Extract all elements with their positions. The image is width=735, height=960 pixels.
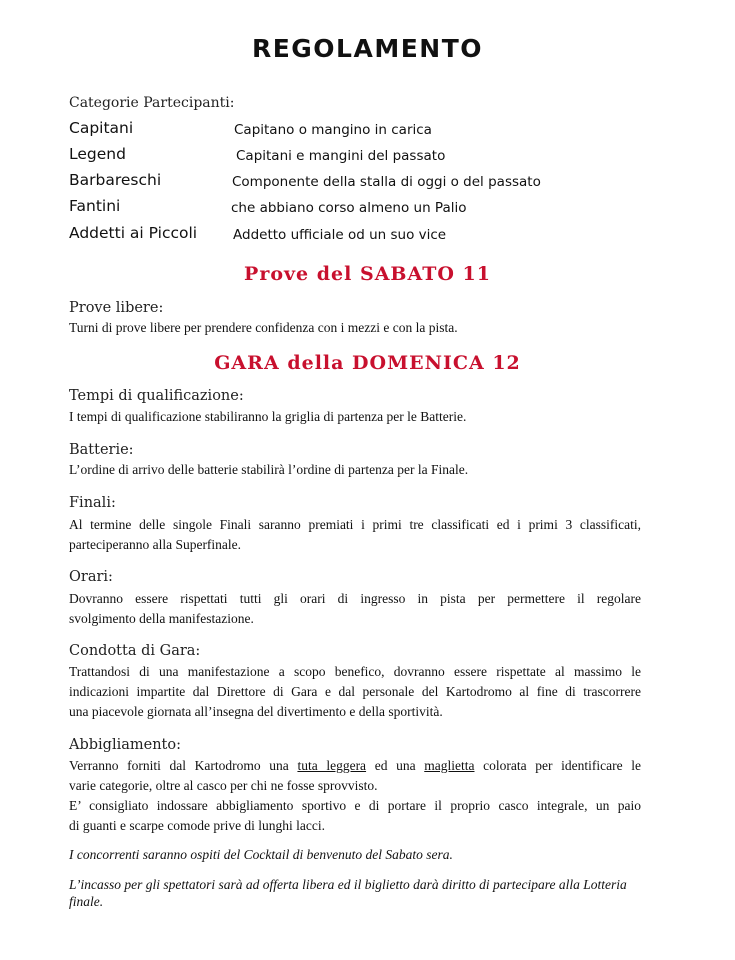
category-row: [69, 119, 669, 145]
section-title: Tempi di qualificazione:: [69, 388, 244, 404]
section-body: [69, 756, 641, 836]
category-description: Componente della stalla di oggi o del passato: [232, 174, 541, 190]
text-run: ed una: [366, 758, 425, 773]
body-line: Trattandosi di una manifestazione a scopo benefico, dovranno essere rispettate al massimo le: [69, 664, 641, 679]
category-row: [69, 197, 669, 223]
category-row: [69, 224, 669, 250]
category-name: Legend: [69, 145, 126, 163]
section-title: Orari:: [69, 569, 113, 585]
section-title: Batterie:: [69, 442, 134, 458]
body-line: svolgimento della manifestazione.: [69, 611, 254, 626]
body-line: varie categorie, oltre al casco per chi ne fosse sprovvisto.: [69, 778, 378, 793]
body-line: Al termine delle singole Finali saranno premiati i primi tre classificati ed i primi 3 classificati,: [69, 517, 641, 532]
body-line: indicazioni impartite dal Direttore di Gara e dal personale del Kartodromo al fine di trascorrere: [69, 684, 641, 699]
category-description: Capitani e mangini del passato: [236, 148, 446, 164]
text-run: Verranno forniti dal Kartodromo una: [69, 758, 298, 773]
category-description: Addetto ufficiale od un suo vice: [233, 227, 447, 243]
section-body: [69, 460, 641, 480]
body-line: E’ consigliato indossare abbigliamento sportivo e di portare il proprio casco integrale, un paio: [69, 798, 641, 813]
section-title: Abbigliamento:: [69, 737, 181, 753]
text-run: colorata per identificare le: [474, 758, 641, 773]
sunday-heading: GARA della DOMENICA 12: [214, 352, 521, 374]
category-description: che abbiano corso almeno un Palio: [231, 200, 467, 216]
saturday-heading: Prove del SABATO 11: [244, 263, 491, 285]
category-name: Fantini: [69, 197, 121, 215]
section-body: [69, 662, 641, 722]
page-title: REGOLAMENTO: [251, 34, 484, 63]
underlined-text: maglietta: [424, 758, 475, 773]
underlined-text: tuta leggera: [297, 758, 367, 773]
categories-heading: Categorie Partecipanti:: [69, 95, 235, 111]
section-title: Prove libere:: [69, 300, 164, 316]
body-line: L’ordine di arrivo delle batterie stabilirà l’ordine di partenza per la Finale.: [69, 462, 469, 477]
body-line: [69, 756, 641, 776]
category-name: Barbareschi: [69, 171, 162, 189]
body-line: parteciperanno alla Superfinale.: [69, 537, 242, 552]
body-line: di guanti e scarpe comode prive di lunghi lacci.: [69, 818, 326, 833]
body-line: Dovranno essere rispettati tutti gli orari di ingresso in pista per permettere il regolare: [69, 591, 641, 606]
section-title: Condotta di Gara:: [69, 643, 201, 659]
category-row: [69, 171, 669, 197]
category-description: Capitano o mangino in carica: [234, 122, 432, 138]
body-line: una piacevole giornata all’insegna del divertimento e della sportività.: [69, 704, 443, 719]
note: I concorrenti saranno ospiti del Cocktail di benvenuto del Sabato sera.: [69, 847, 453, 862]
section-title: Finali:: [69, 495, 116, 511]
note: L’incasso per gli spettatori sarà ad offerta libera ed il biglietto darà diritto di partecipare alla Lotteria finale.: [69, 877, 627, 909]
category-row: [69, 145, 669, 171]
category-name: Addetti ai Piccoli: [69, 224, 198, 242]
category-name: Capitani: [69, 119, 134, 137]
body-line: Turni di prove libere per prendere confidenza con i mezzi e con la pista.: [69, 320, 458, 335]
section-body: [69, 318, 641, 338]
section-body: [69, 515, 641, 555]
body-line: I tempi di qualificazione stabiliranno la griglia di partenza per le Batterie.: [69, 409, 467, 424]
section-body: [69, 589, 641, 629]
section-body: [69, 407, 641, 427]
